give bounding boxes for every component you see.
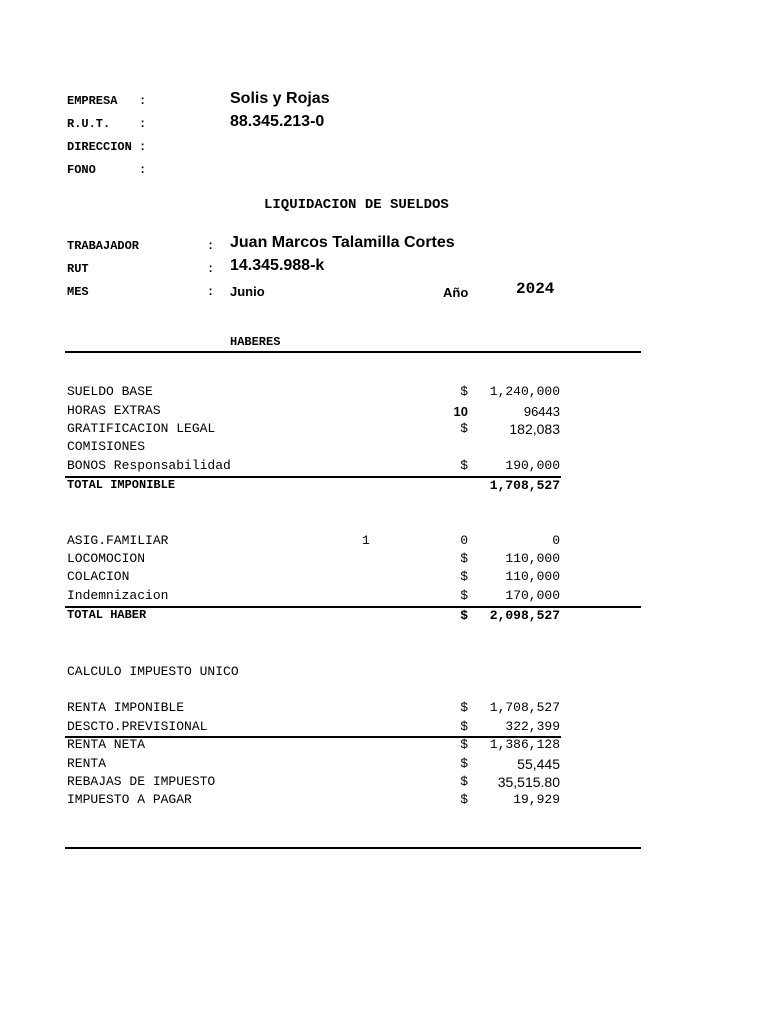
row-currency: $ (460, 700, 468, 715)
row-count: 1 (362, 533, 370, 548)
company-rut-label: R.U.T. : (67, 117, 147, 131)
row-currency: $ (460, 569, 468, 584)
row-currency: $ (460, 756, 468, 771)
total-imponible-value: 1,708,527 (489, 478, 560, 493)
row-currency: $ (460, 421, 468, 436)
table-row (0, 737, 768, 755)
row-label: RENTA NETA (67, 737, 146, 752)
row-value: 110,000 (505, 551, 560, 566)
row-value: 1,708,527 (489, 700, 560, 715)
table-row (0, 384, 768, 402)
row-value: 182,083 (509, 421, 560, 437)
row-currency: $ (460, 774, 468, 789)
table-row (0, 551, 768, 569)
row-value: 55,445 (517, 756, 560, 772)
table-row (0, 792, 768, 810)
row-value: 96443 (523, 404, 560, 419)
worker-rut-label: RUT (67, 262, 89, 276)
empresa-label: EMPRESA : (67, 94, 147, 108)
row-label: REBAJAS DE IMPUESTO (67, 774, 216, 789)
table-row (0, 421, 768, 439)
table-row (0, 756, 768, 774)
row-value: 322,399 (505, 719, 560, 734)
trabajador-value: Juan Marcos Talamilla Cortes (230, 234, 455, 251)
row-value: 19,929 (513, 792, 560, 807)
row-label: COLACION (67, 569, 130, 584)
fono-label: FONO : (67, 163, 147, 177)
table-row (0, 588, 768, 606)
row-label: IMPUESTO A PAGAR (67, 792, 192, 807)
total-row (0, 478, 768, 496)
table-row (0, 458, 768, 476)
row-label: LOCOMOCION (67, 551, 146, 566)
trabajador-colon: : (207, 239, 215, 253)
row-label: COMISIONES (67, 439, 146, 454)
row-value: 170,000 (505, 588, 560, 603)
table-row (0, 533, 768, 551)
company-rut-value: 88.345.213-0 (230, 113, 325, 130)
row-label: ASIG.FAMILIAR (67, 533, 169, 548)
row-currency: 0 (460, 533, 468, 548)
footer-divider (65, 847, 641, 849)
row-label: DESCTO.PREVISIONAL (67, 719, 208, 734)
row-value: 1,240,000 (489, 384, 560, 399)
table-row (0, 719, 768, 737)
worker-rut-colon: : (207, 262, 215, 276)
row-currency: $ (460, 792, 468, 807)
row-currency: $ (460, 384, 468, 399)
row-currency: $ (460, 458, 468, 473)
direccion-label: DIRECCION : (67, 140, 147, 154)
table-row (0, 700, 768, 718)
row-currency: $ (460, 737, 468, 752)
total-haber-currency: $ (460, 608, 468, 623)
row-currency: $ (460, 588, 468, 603)
total-haber-value: 2,098,527 (489, 608, 560, 623)
table-row (0, 569, 768, 587)
row-label: RENTA IMPONIBLE (67, 700, 185, 715)
table-row (0, 403, 768, 421)
total-haber-label: TOTAL HABER (67, 608, 147, 622)
anio-value: 2024 (516, 280, 555, 298)
anio-label: Año (443, 285, 469, 300)
row-currency: $ (460, 719, 468, 734)
mes-label: MES (67, 285, 89, 299)
row-currency: $ (460, 551, 468, 566)
row-label: RENTA (67, 756, 107, 771)
total-row (0, 608, 768, 626)
haberes-title: HABERES (230, 335, 281, 349)
haberes-divider (65, 351, 641, 353)
empresa-value: Solis y Rojas (230, 90, 330, 107)
mes-colon: : (207, 285, 215, 299)
row-label: BONOS Responsabilidad (67, 458, 231, 473)
row-label: Indemnizacion (67, 588, 169, 603)
row-value: 1,386,128 (489, 737, 560, 752)
row-label: HORAS EXTRAS (67, 403, 161, 418)
row-value: 35,515.80 (497, 774, 560, 790)
row-value: 190,000 (505, 458, 560, 473)
worker-rut-value: 14.345.988-k (230, 257, 325, 274)
row-value: 0 (552, 533, 560, 548)
total-imponible-label: TOTAL IMPONIBLE (67, 478, 176, 492)
document-title: LIQUIDACION DE SUELDOS (264, 197, 449, 213)
row-hours: 10 (453, 404, 468, 419)
row-label: SUELDO BASE (67, 384, 153, 399)
row-value: 110,000 (505, 569, 560, 584)
table-row (0, 774, 768, 792)
row-label: GRATIFICACION LEGAL (67, 421, 216, 436)
trabajador-label: TRABAJADOR (67, 239, 140, 253)
impuesto-title: CALCULO IMPUESTO UNICO (67, 664, 239, 679)
mes-value: Junio (230, 284, 265, 299)
table-row (0, 439, 768, 457)
